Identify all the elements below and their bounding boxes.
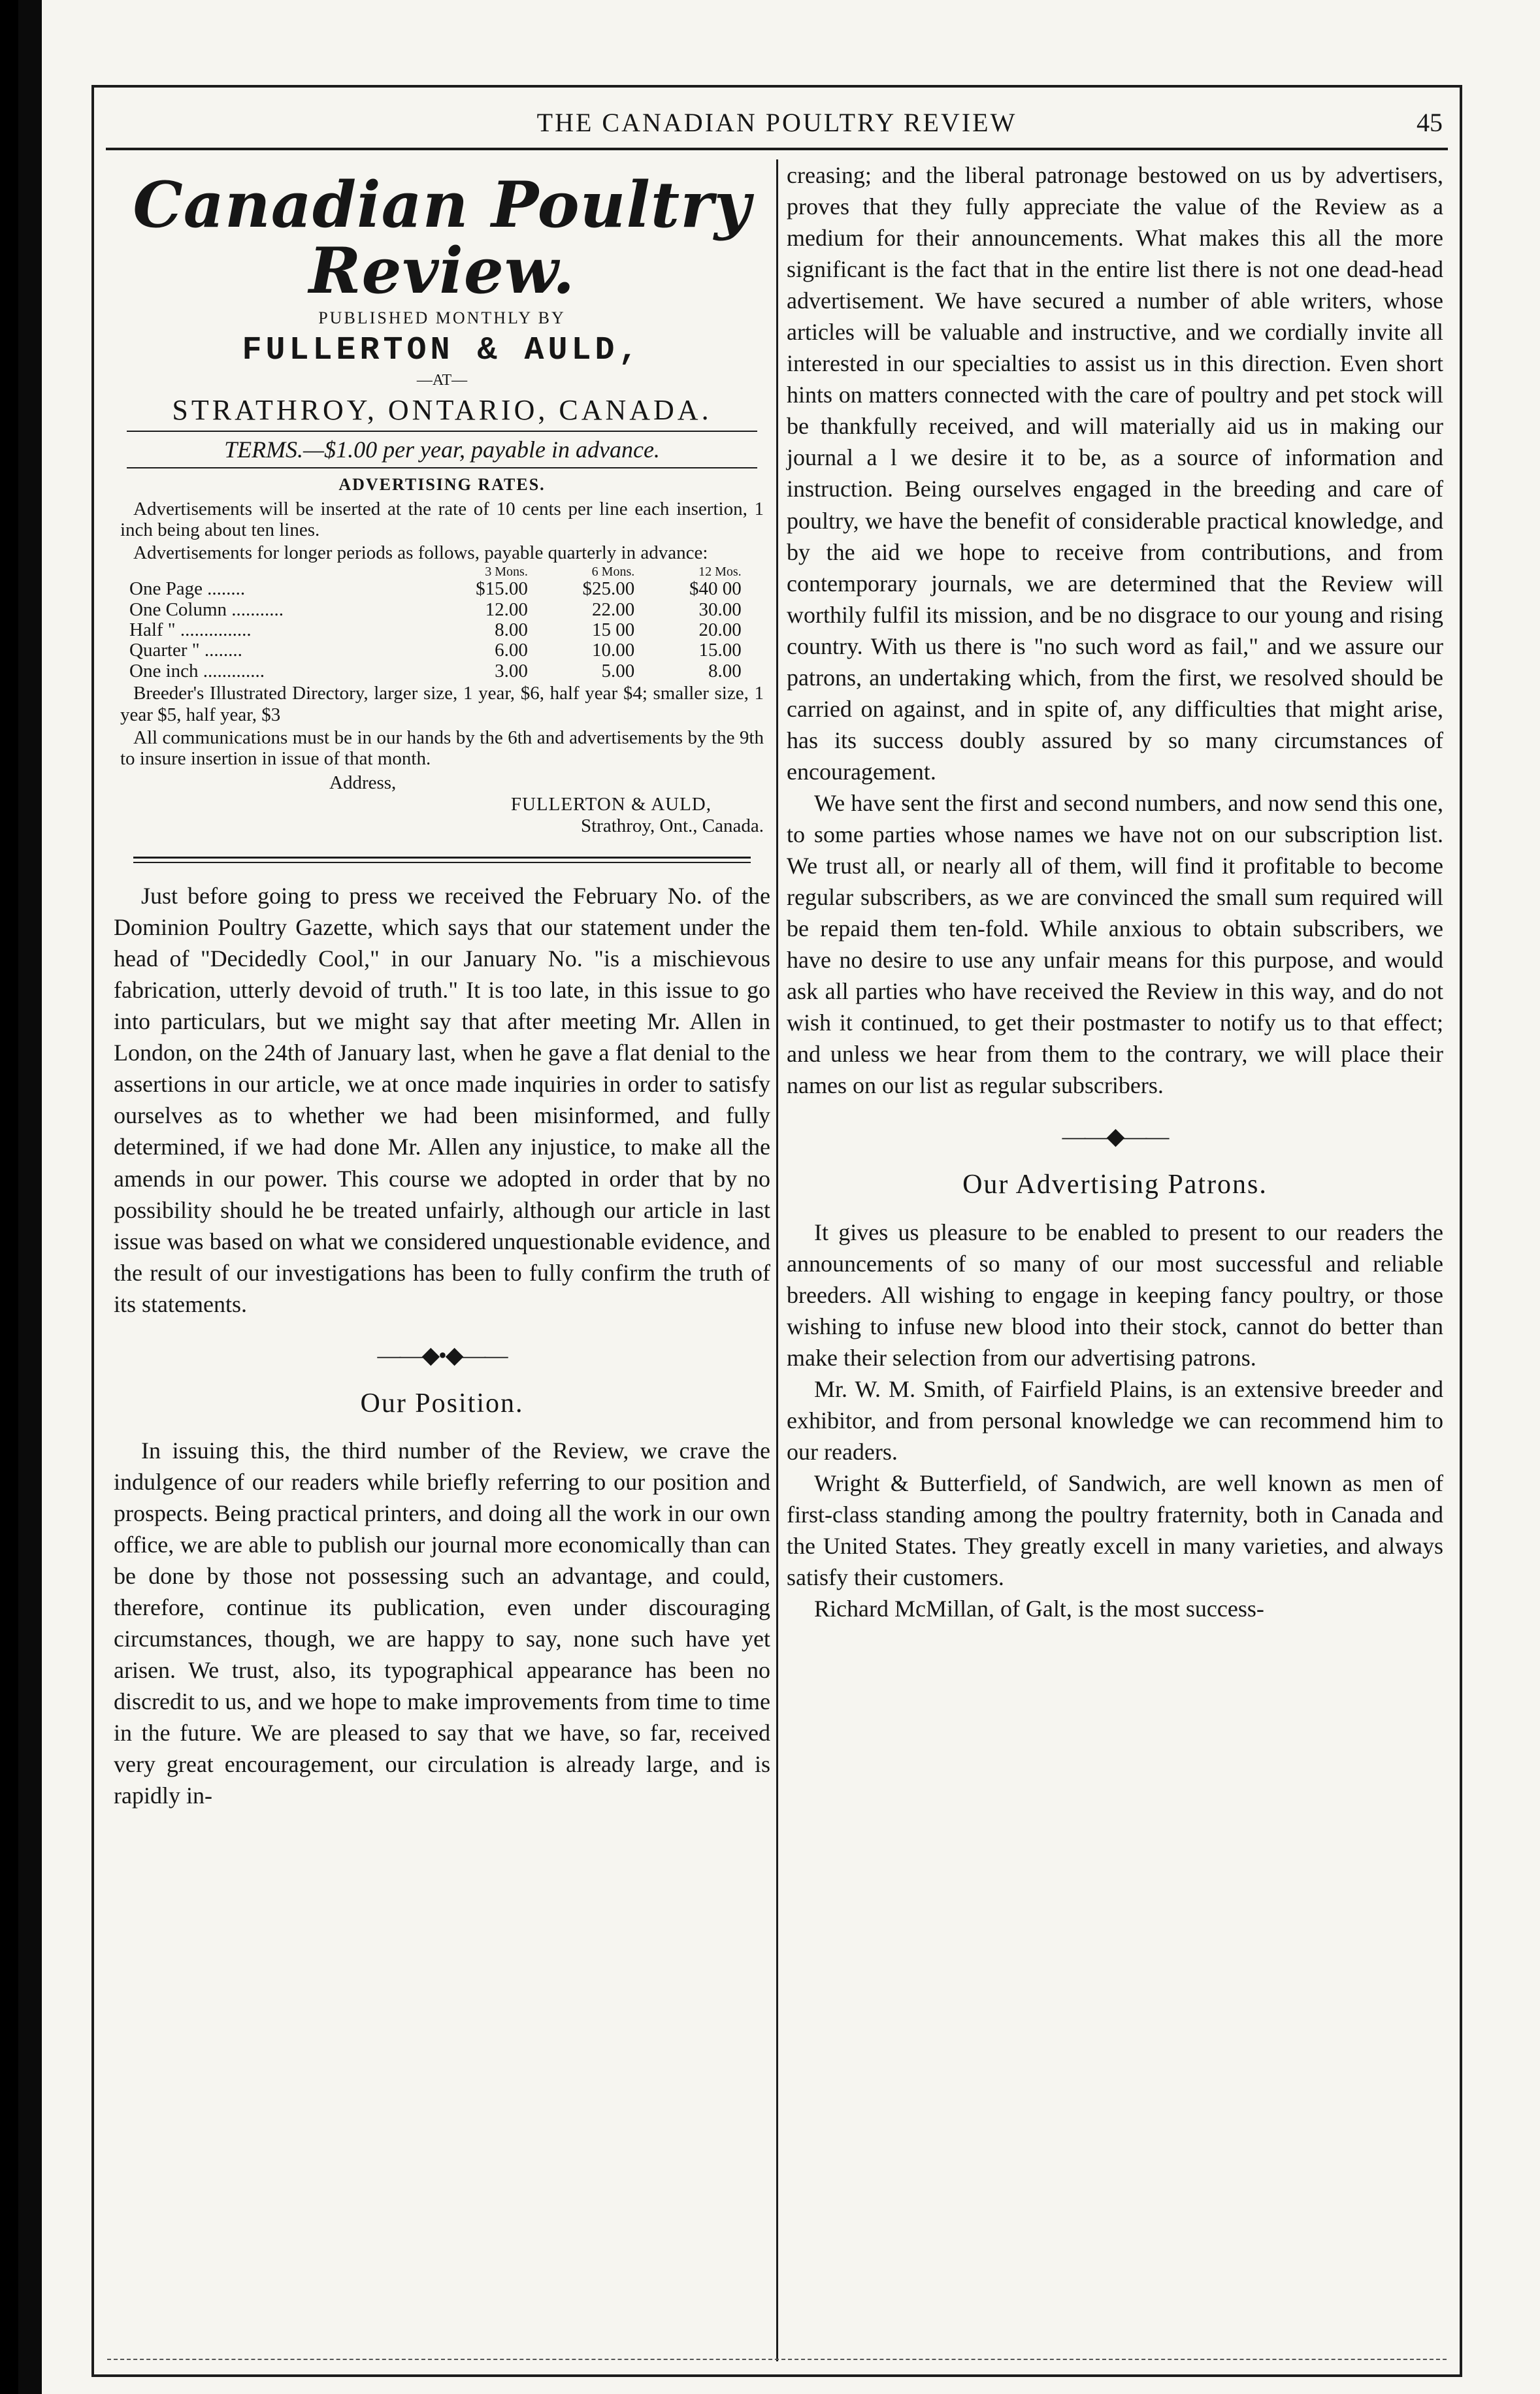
subscription-paragraph: We have sent the first and second numbers, and now send this one, to some parties whose names we have not on our subscription list. We trust all, or nearly all of them, will find it profitable to become regular subscribers, as we are convinced the small sum required will be repaid them ten-fold. While anxious to obtain subscribers, we have no desire to use any unfair means for this purpose, and would ask all parties who have received the Review in this way, and do not wish it continued, to get their postmaster to notify us to that effect; and unless we hear from them to the contrary, we will place their names on our list as regular subscribers. [787,789,1443,1099]
rates-row-label: One Page ........ [129,578,246,600]
rates-cell: 8.00 [495,619,528,641]
rates-cell: 15.00 [698,640,742,661]
section-double-rule [133,857,751,863]
rates-row [127,661,744,681]
rates-column-header: 12 Mos. [698,564,742,579]
masthead-publishers: FULLERTON & AULD, [242,331,642,369]
rates-row-label: Half " ............... [129,619,252,641]
address-label: Address, [329,772,397,794]
ornament-divider: ——◆•◆—— [377,1341,507,1368]
rates-cell: 30.00 [698,598,742,620]
section-heading-advertising-patrons: Our Advertising Patrons. [962,1170,1268,1200]
advertising-notes [120,683,764,770]
rates-column-header: 6 Mons. [591,564,635,579]
page-bottom-rule [107,2359,1447,2360]
right-column [787,159,1443,2361]
mcmillan-paragraph: Richard McMillan, of Galt, is the most success- [814,1596,1264,1622]
position-paragraph: In issuing this, the third number of the Review, we crave the indulgence of our readers while briefly referring to our position and prospects. Being practical printers, and doing all the work in our own office, we are able to publish our journal more economically than can be done by those not possessing such an advantage, and could, therefore, continue its publication, even under discouraging circumstances, though, we are happy to say, none such have yet arisen. We trust, also, its typographical appearance has been no discredit to us, and we hope to make improvements from time to time in the future. We are pleased to say that we have, so far, received very great encouragement, our circulation is already large, and is rapidly in- [114,1437,770,1809]
advertising-intro: Advertisements will be inserted at the rate of 10 cents per line each insertion, 1 inch being about ten lines. [120,498,764,541]
rates-header-row [127,565,744,580]
left-body-text [114,880,770,1811]
column-divider [776,159,778,2361]
continued-paragraph: creasing; and the liberal patronage bestowed on us by advertisers, proves that they fully appreciate the value of the Review as a medium for their announcements. What makes this all the more significant is the fact that in the entire list there is not one dead-head advertisement. We have secured a number of able writers, whose articles will be valuable and instructive, and we cordially invite all interested in our specialties to assist us in this direction. Even short hints on matters connected with the care of poultry and pet stock will be thankfully received, and will materially aid us in making our journal a l we desire it to be, as a source of information and instruction. Being ourselves engaged in the breeding and care of poultry, we have the benefit of considerable practical knowledge, and by the aid we hope to receive from contributions, and from contemporary journals, we are determined that the Review will worthily fulfil its mission, and be no disgrace to our young and rising country. With us there is "no such word as fail," and we assure our patrons, an undertaking which, from the first, we resolved should be carried on against, and in spite of, any difficulties that might arise, has its success doubly assured by so many circumstances of encouragement. [787,162,1443,785]
patrons-paragraph: It gives us pleasure to be enabled to present to our readers the announcements of so many of our most successful and reliable breeders. All wishing to engage in keeping fancy poultry, or those wishing to infuse new blood into their stock, cannot do better than make their selection from our advertising patrons. [787,1219,1443,1371]
rates-row-label: One inch ............. [129,660,265,681]
rates-row [127,579,744,599]
rates-cell: 22.00 [592,598,635,620]
masthead-rule [127,431,757,432]
running-title: THE CANADIAN POULTRY REVIEW [536,108,1017,137]
page-number: 45 [1417,108,1443,137]
header-rule [106,148,1448,150]
rates-row [127,600,744,620]
book-binding-shadow [0,0,18,2394]
rates-cell: 5.00 [601,660,635,681]
right-body-text [787,159,1443,1624]
advertising-block [120,499,764,564]
rates-row-label: Quarter " ........ [129,640,242,661]
advertising-rates-heading: ADVERTISING RATES. [338,474,546,494]
ornament-divider: ——◆—— [1062,1123,1168,1150]
terms-rule [127,467,757,468]
address-name: FULLERTON & AULD, [510,794,712,815]
rates-cell: 10.00 [592,640,635,661]
rates-cell: $25.00 [582,578,635,600]
masthead-terms: TERMS.—$1.00 per year, payable in advance. [224,436,660,463]
masthead-published-by: PUBLISHED MONTHLY BY [318,308,566,327]
masthead-place: STRATHROY, ONTARIO, CANADA. [172,393,712,426]
running-head [94,95,1460,148]
section-heading-our-position: Our Position. [360,1388,524,1418]
masthead-title: Canadian Poultry Review. [133,168,751,308]
smith-paragraph: Mr. W. M. Smith, of Fairfield Plains, is an extensive breeder and exhibitor, and from personal knowledge we can recommend him to our readers. [787,1375,1443,1465]
advertising-longer-periods: Advertisements for longer periods as follows, payable quarterly in advance: [133,542,708,564]
wright-butterfield-paragraph: Wright & Butterfield, of Sandwich, are well known as men of first-class standing among the poultry fraternity, both in Canada and the United States. They greatly excell in many varieties, and always satisfy their customers. [787,1469,1443,1591]
rates-column-header: 3 Mons. [485,564,528,579]
rates-cell: 15 00 [592,619,635,641]
newspaper-page [91,85,1462,2377]
rates-cell: 12.00 [485,598,528,620]
rates-row [127,620,744,640]
rates-row [127,640,744,661]
rates-table [127,565,744,681]
rates-cell: 8.00 [708,660,742,681]
communications-note: All communications must be in our hands by the 6th and advertisements by the 9th to insure insertion in issue of that month. [120,727,764,770]
rates-cell: 3.00 [495,660,528,681]
rates-row-label: One Column ........... [129,598,284,620]
rates-cell: 6.00 [495,640,528,661]
address-place: Strathroy, Ont., Canada. [580,815,764,837]
rates-cell: 20.00 [698,619,742,641]
rates-cell: $40 00 [689,578,742,600]
editorial-paragraph: Just before going to press we received the February No. of the Dominion Poultry Gazette, which says that our statement under the head of "Decidedly Cool," in our January No. "is a mischievous fabrication, utterly devoid of truth." It is too late, in this issue to go into particulars, but we might say that after meeting Mr. Allen in London, on the 24th of January last, when he gave a flat denial to the assertions in our article, we at once made inquiries in order to satisfy ourselves as to whether we had been misinformed, and fully determined, if we had done Mr. Allen any injustice, to make all the amends in our power. This course we adopted in order that by no possibility should he be treated unfairly, although our article in last issue was based on what we considered unquestionable evidence, and the result of our investigations has been to fully confirm the truth of its statements. [114,883,770,1317]
breeders-directory-note: Breeder's Illustrated Directory, larger size, 1 year, $6, half year $4; smaller size, 1 year $5, half year, $3 [120,683,764,725]
masthead-at: —AT— [416,371,468,389]
rates-cell: $15.00 [476,578,528,600]
left-column [114,159,770,2361]
